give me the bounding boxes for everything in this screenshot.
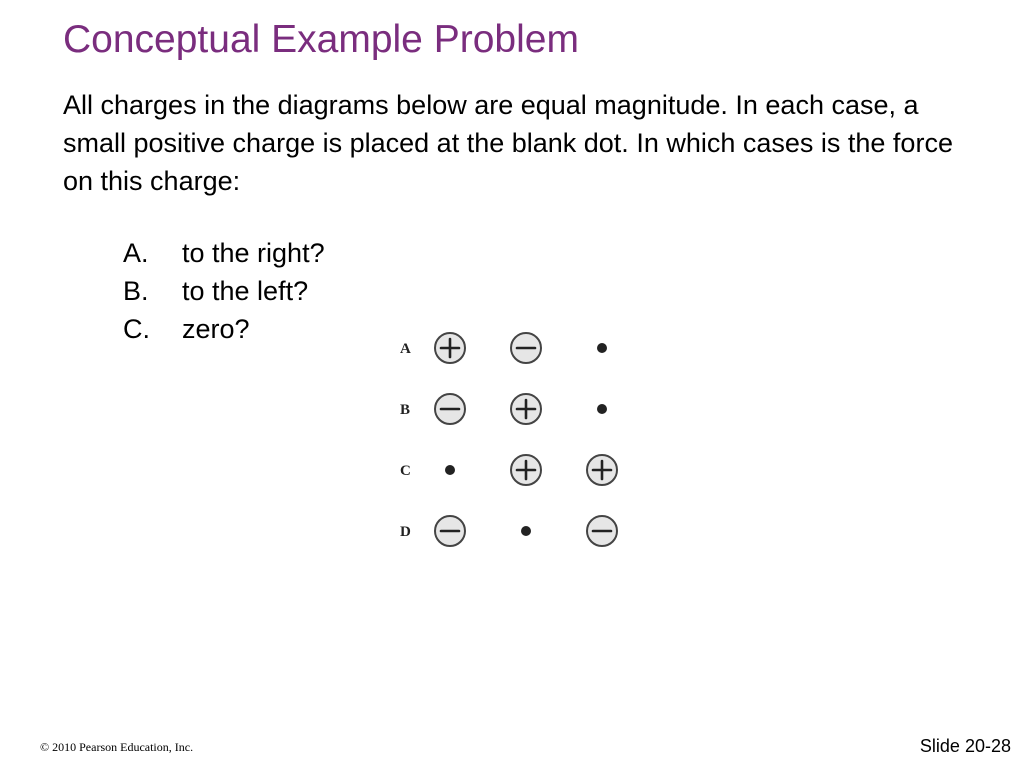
option-text: to the left? — [182, 276, 309, 306]
row-label-a: A — [400, 341, 411, 357]
test-charge-dot — [597, 404, 607, 414]
slide-number: Slide 20-28 — [919, 736, 1011, 756]
question-text: All charges in the diagrams below are equal magnitude. In each case, a small positive charge is placed at the blank dot. In which cases is the force on this charge: — [63, 90, 953, 196]
test-charge-dot — [445, 465, 455, 475]
copyright-notice: © 2010 Pearson Education, Inc. — [40, 740, 194, 754]
negative-charge — [511, 333, 541, 363]
charge-diagram — [395, 328, 635, 568]
positive-charge — [511, 394, 541, 424]
option-c — [123, 310, 325, 348]
slide-title: Conceptual Example Problem — [63, 18, 579, 61]
positive-charge — [587, 455, 617, 485]
answer-options — [123, 234, 325, 348]
option-text: to the right? — [182, 238, 325, 268]
option-letter: A. — [123, 238, 149, 268]
test-charge-dot — [521, 526, 531, 536]
row-label-c: C — [400, 463, 411, 479]
option-letter: C. — [123, 314, 150, 344]
option-b — [123, 272, 325, 310]
negative-charge — [435, 516, 465, 546]
test-charge-dot — [597, 343, 607, 353]
row-label-d: D — [400, 524, 411, 540]
negative-charge — [587, 516, 617, 546]
positive-charge — [511, 455, 541, 485]
negative-charge — [435, 394, 465, 424]
option-letter: B. — [123, 276, 149, 306]
row-label-b: B — [400, 402, 411, 418]
option-a — [123, 234, 325, 272]
option-text: zero? — [182, 314, 250, 344]
positive-charge — [435, 333, 465, 363]
